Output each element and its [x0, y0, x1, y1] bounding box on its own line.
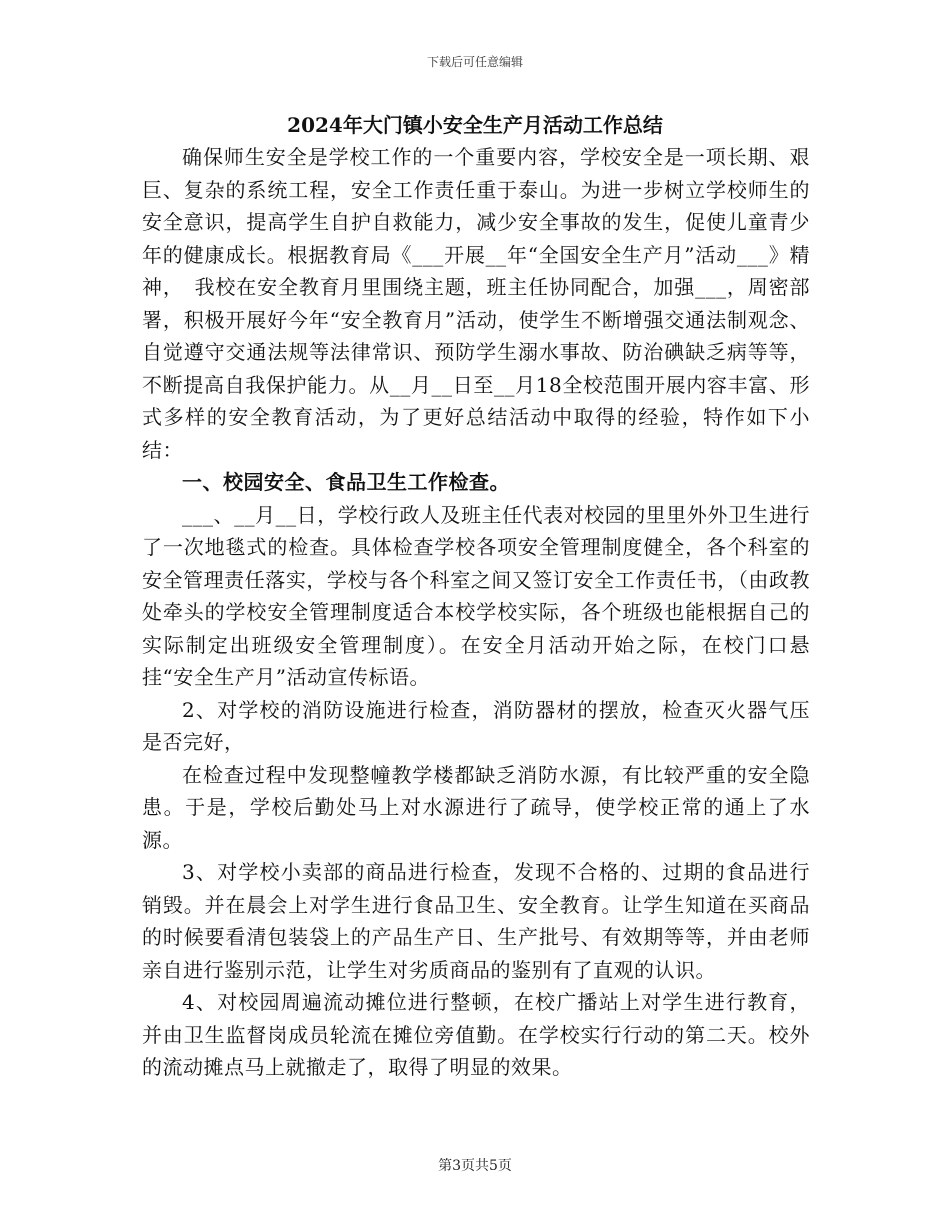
paragraph-mobile-stalls: 4、对校园周遍流动摊位进行整顿，在校广播站上对学生进行教育，并由卫生监督岗成员轮流在摊位旁值勤。在学校实行行动的第二天。校外的流动摊点马上就撤走了，取得了明显的效果。 — [142, 990, 810, 1079]
paragraph-inspection: ___、__月__日，学校行政人及班主任代表对校园的里里外外卫生进行了一次地毯式的检查。具体检查学校各项安全管理制度健全，各个科室的安全管理责任落实，学校与各个科室之间又签订安全工作责任书，（由政教处牵头的学校安全管理制度适合本校学校实际，各个班级也能根据自己的实际制定出班级安全管理制度）。在安全月活动开始之际，在校门口悬挂“安全生产月”活动宣传标语。 — [142, 502, 810, 689]
paragraph-fire-facilities: 2、对学校的消防设施进行检查，消防器材的摆放，检查灭火器气压是否完好， — [142, 697, 810, 754]
page-number: 第3页共5页 — [438, 1158, 512, 1174]
section-heading: 一、校园安全、食品卫生工作检查。 — [182, 470, 510, 494]
paragraph-shop-inspection: 3、对学校小卖部的商品进行检查，发现不合格的、过期的食品进行销毁。并在晨会上对学生进行食品卫生、安全教育。让学生知道在买商品的时候要看清包装袋上的产品生产日、生产批号、有效期等等，并由老师亲自进行鉴别示范，让学生对劣质商品的鉴别有了直观的认识。 — [142, 860, 810, 982]
document-title: 2024年大门镇小安全生产月活动工作总结 — [287, 113, 663, 137]
page-header-note: 下载后可任意编辑 — [426, 55, 523, 69]
document-body — [142, 141, 810, 1084]
paragraph-intro: 确保师生安全是学校工作的一个重要内容，学校安全是一项长期、艰巨、复杂的系统工程，安全工作责任重于泰山。为进一步树立学校师生的安全意识，提高学生自护自救能力，减少安全事故的发生，促使儿童青少年的健康成长。根据教育局《___开展__年“全国安全生产月”活动___》精神， 我校在安全教育月里围绕主题，班主任协同配合，加强___，周密部署，积极开展好今年“安全教育月”活动，使学生不断增强交通法制观念、自觉遵守交通法规等法律常识、预防学生溺水事故、防治碘缺乏病等等，不断提高自我保护能力。从__月__日至__月18全校范围开展内容丰富、形式多样的安全教育活动，为了更好总结活动中取得的经验，特作如下小结： — [142, 145, 810, 462]
paragraph-water-source: 在检查过程中发现整幢教学楼都缺乏消防水源，有比较严重的安全隐患。于是，学校后勤处马上对水源进行了疏导，使学校正常的通上了水源。 — [142, 762, 810, 852]
